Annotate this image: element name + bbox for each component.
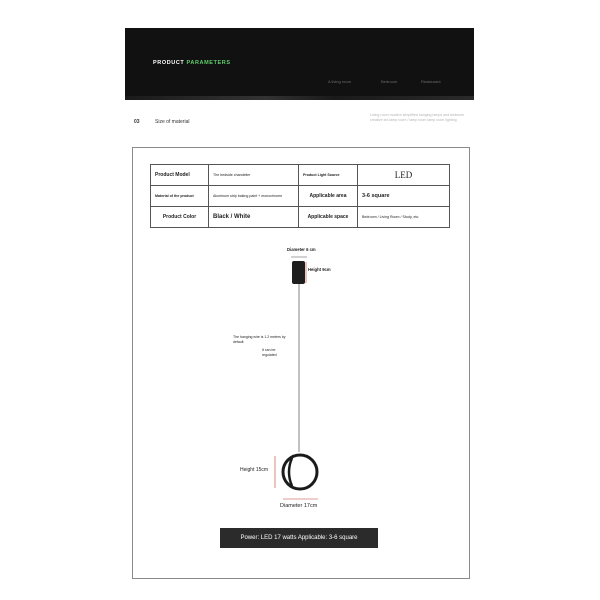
param-value: 3-6 square [358,186,450,207]
banner-title [153,60,231,66]
param-value: LED [358,165,450,186]
banner-title-part2: PARAMETERS [186,60,231,66]
header-banner [125,28,474,100]
table-row [151,165,450,186]
power-spec-banner: Power: LED 17 watts Applicable: 3-6 square [220,528,378,548]
param-label: Product Color [151,207,209,228]
param-value: Bedroom / Living Room / Study, etc. [358,207,450,228]
parameters-table [150,164,450,228]
lamp-diameter-label: Diameter 17cm [280,503,318,509]
section-description: Living room modern simplified hanging lamps and bedroom creative led lamp room / lamp room lamp room lighting [370,113,465,122]
nav-item-living-room[interactable]: A living room [328,79,351,84]
param-value: Aluminum strip baking paint + monochrome [209,186,299,207]
param-value: Black / White [209,207,299,228]
param-label: Product Light Source [299,165,358,186]
section-label: Size of material [155,119,190,125]
param-label: Applicable space [299,207,358,228]
lamp-height-label: Height 15cm [240,467,269,473]
table-row [151,186,450,207]
param-label: Material of the product [151,186,209,207]
table-row [151,207,450,228]
param-label: Applicable area [299,186,358,207]
param-value: The bedside chandelier [209,165,299,186]
section-number: 03 [134,119,140,125]
param-label: Product Model [151,165,209,186]
nav-item-bedroom[interactable]: Bedroom [381,79,398,84]
canopy-height-label: Height 9cm [308,267,331,272]
canopy-diameter-label: Diameter 6 cm [287,247,316,252]
wire-note: The hanging wire is 1.2 meters by default [233,335,286,344]
banner-title-part1: PRODUCT [153,60,185,66]
wire-note-adjustable: It can be regulated [262,348,277,357]
banner-texture [125,96,474,100]
nav-item-restaurant[interactable]: Restaurant [421,79,441,84]
